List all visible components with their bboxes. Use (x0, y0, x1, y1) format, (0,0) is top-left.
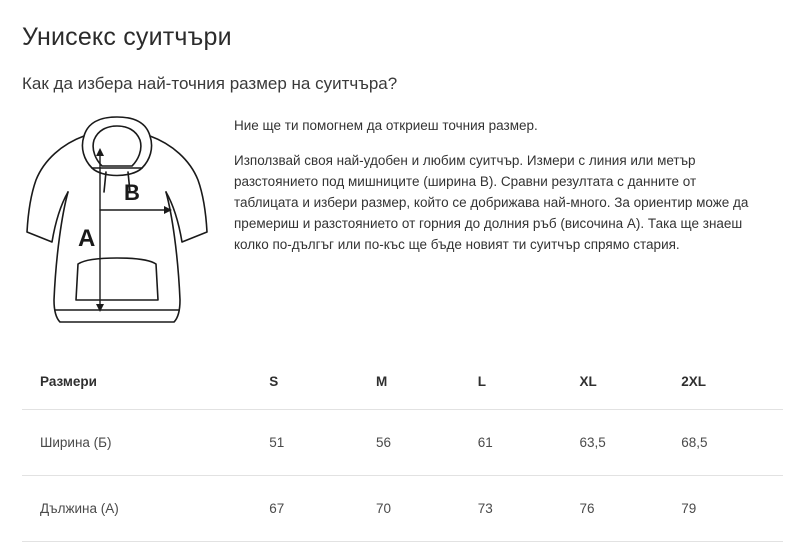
header-m: M (376, 353, 478, 410)
table-row (22, 410, 783, 476)
size-table-head (22, 353, 783, 410)
width-s: 51 (269, 410, 376, 476)
row-label-length: Дължина (А) (22, 476, 269, 542)
intro-paragraph-1: Ние ще ти помогнем да откриеш точния размер. (234, 118, 538, 134)
figure-label-a: A (78, 225, 96, 253)
width-l: 61 (478, 410, 580, 476)
intro-paragraph-2: Използвай своя най-удобен и любим суитчър. Измери с линия или метър разстоянието под мишниците (ширина B). Сравни резултата с данните от таблицата и избери размер, който се добрижава най-много. За ориентир може да премериш и разстоянието от горния до долния ръб (височина А). Така ще знаеш колко по-дългъг или по-къс ще бъде новият ти суитчър спрямо стария. (234, 153, 749, 252)
hoodie-measurement-diagram (22, 112, 212, 339)
length-s: 67 (269, 476, 376, 542)
header-xl: XL (580, 353, 682, 410)
table-header-row (22, 353, 783, 410)
page-title: Унисекс суитчъри (22, 23, 232, 51)
length-l: 73 (478, 476, 580, 542)
width-m: 56 (376, 410, 478, 476)
row-label-width: Ширина (Б) (22, 410, 269, 476)
table-row (22, 476, 783, 542)
header-sizes: Размери (22, 353, 269, 410)
length-m: 70 (376, 476, 478, 542)
length-2xl: 79 (681, 476, 783, 542)
page-subtitle: Как да избера най-точния размер на суитчъра? (22, 74, 398, 93)
figure-label-b: B (124, 180, 140, 206)
size-table-body (22, 410, 783, 542)
width-2xl: 68,5 (681, 410, 783, 476)
intro-section (22, 112, 783, 339)
header-s: S (269, 353, 376, 410)
length-xl: 76 (580, 476, 682, 542)
header-l: L (478, 353, 580, 410)
intro-text-column (212, 112, 783, 256)
size-table (22, 353, 783, 542)
width-xl: 63,5 (580, 410, 682, 476)
header-2xl: 2XL (681, 353, 783, 410)
